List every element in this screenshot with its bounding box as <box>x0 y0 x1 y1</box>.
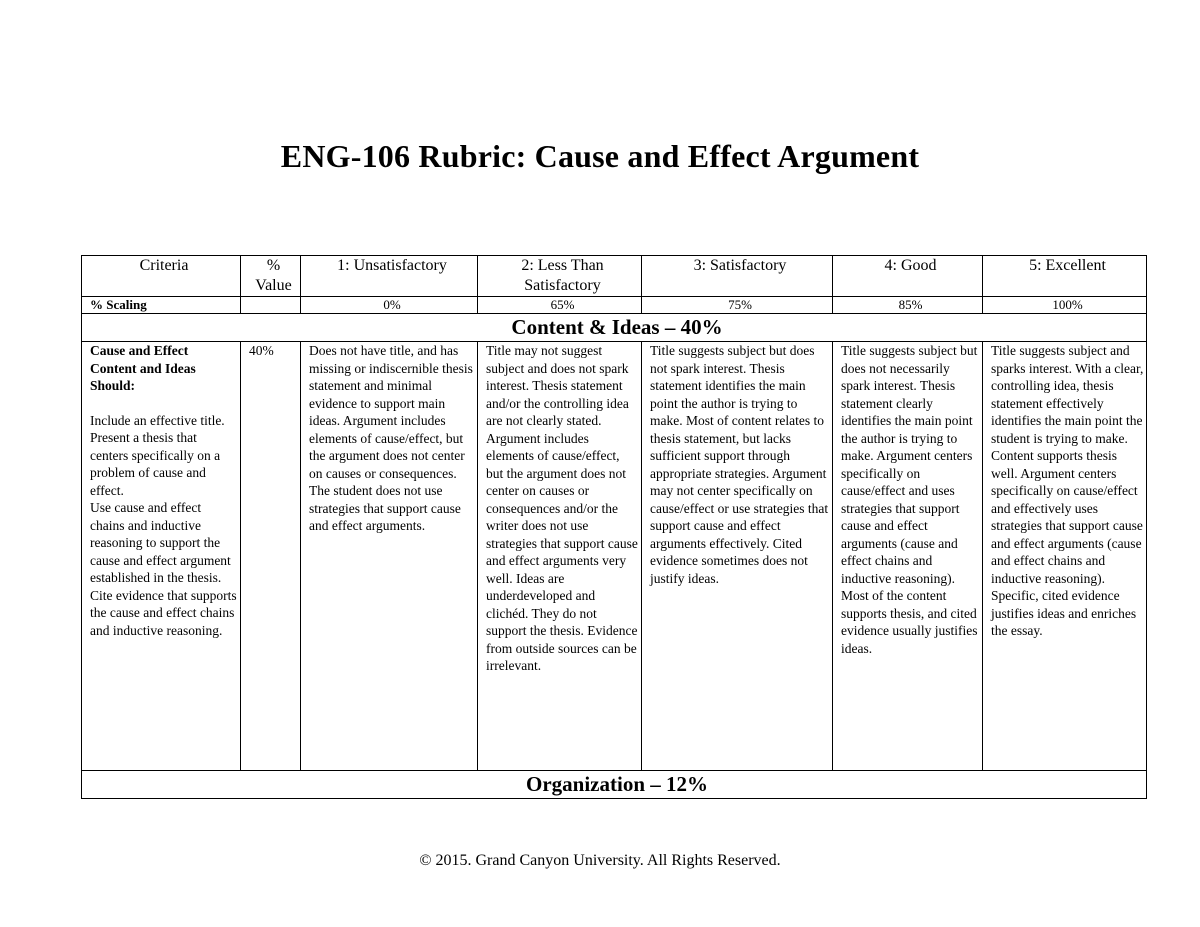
level-1-description: Does not have title, and has missing or indiscernible thesis statement and minimal evidence to support main ideas. Argument includes elements of cause/effect, but the argument does not center on causes or consequences. The student does not use strategies that support cause and effect arguments. <box>301 342 478 771</box>
scaling-level-5: 100% <box>983 297 1147 314</box>
criteria-item: Use cause and effect chains and inductive reasoning to support the cause and effect argument established in the thesis. <box>90 500 231 585</box>
header-level-3: 3: Satisfactory <box>642 256 833 297</box>
criteria-title: Cause and Effect Content and Ideas Should: <box>90 343 196 393</box>
criteria-cell <box>82 342 241 771</box>
criteria-item: Cite evidence that supports the cause and effect chains and inductive reasoning. <box>90 587 237 638</box>
scaling-level-3: 75% <box>642 297 833 314</box>
scaling-row <box>82 297 1147 314</box>
header-level-4: 4: Good <box>833 256 983 297</box>
scaling-level-1: 0% <box>301 297 478 314</box>
level-2-description: Title may not suggest subject and does not spark interest. Thesis statement and/or the controlling idea are not clearly stated. Argument includes elements of cause/effect, but the argument does not center on causes or consequences and/or the writer does not use strategies that support cause and effect arguments very well. Ideas are underdeveloped and clichéd. They do not support the thesis. Evidence from outside sources can be irrelevant. <box>478 342 642 771</box>
header-level-5: 5: Excellent <box>983 256 1147 297</box>
criteria-item: Present a thesis that centers specifically on a problem of cause and effect. <box>90 430 221 498</box>
document-title: ENG-106 Rubric: Cause and Effect Argument <box>280 138 920 174</box>
criteria-row <box>82 342 1147 771</box>
level-3-description: Title suggests subject but does not spark interest. Thesis statement identifies the main point the author is trying to make. Most of content relates to thesis statement, but lacks sufficient support through appropriate strategies. Argument may not center specifically on cause/effect or use strategies that support cause and effect arguments effectively. Cited evidence sometimes does not justify ideas. <box>642 342 833 771</box>
section-header-row <box>82 771 1147 799</box>
header-criteria: Criteria <box>82 256 241 297</box>
scaling-level-2: 65% <box>478 297 642 314</box>
rubric-table <box>81 255 1147 799</box>
header-row <box>82 256 1147 297</box>
scaling-level-4: 85% <box>833 297 983 314</box>
scaling-label: % Scaling <box>82 297 241 314</box>
section-header-row <box>82 314 1147 342</box>
criteria-value: 40% <box>241 342 301 771</box>
section-heading-content-ideas: Content & Ideas – 40% <box>82 314 1147 342</box>
header-level-1: 1: Unsatisfactory <box>301 256 478 297</box>
header-value: % Value <box>241 256 301 297</box>
criteria-item: Include an effective title. <box>90 412 225 428</box>
header-level-2: 2: Less Than Satisfactory <box>478 256 642 297</box>
copyright-footer: © 2015. Grand Canyon University. All Rights Reserved. <box>419 852 781 869</box>
level-5-description: Title suggests subject and sparks interest. With a clear, controlling idea, thesis statement effectively identifies the main point the student is trying to make. Content supports thesis well. Argument centers specifically on cause/effect and effectively uses strategies that support cause and effect arguments (cause and effect chains and inductive reasoning). Specific, cited evidence justifies ideas and enriches the essay. <box>983 342 1147 771</box>
section-heading-organization: Organization – 12% <box>82 771 1147 799</box>
scaling-empty <box>241 297 301 314</box>
level-4-description: Title suggests subject but does not necessarily spark interest. Thesis statement clearly identifies the main point the author is trying to make. Argument centers specifically on cause/effect and uses strategies that support cause and effect arguments (cause and effect chains and inductive reasoning). Most of the content supports thesis, and cited evidence usually justifies ideas. <box>833 342 983 771</box>
